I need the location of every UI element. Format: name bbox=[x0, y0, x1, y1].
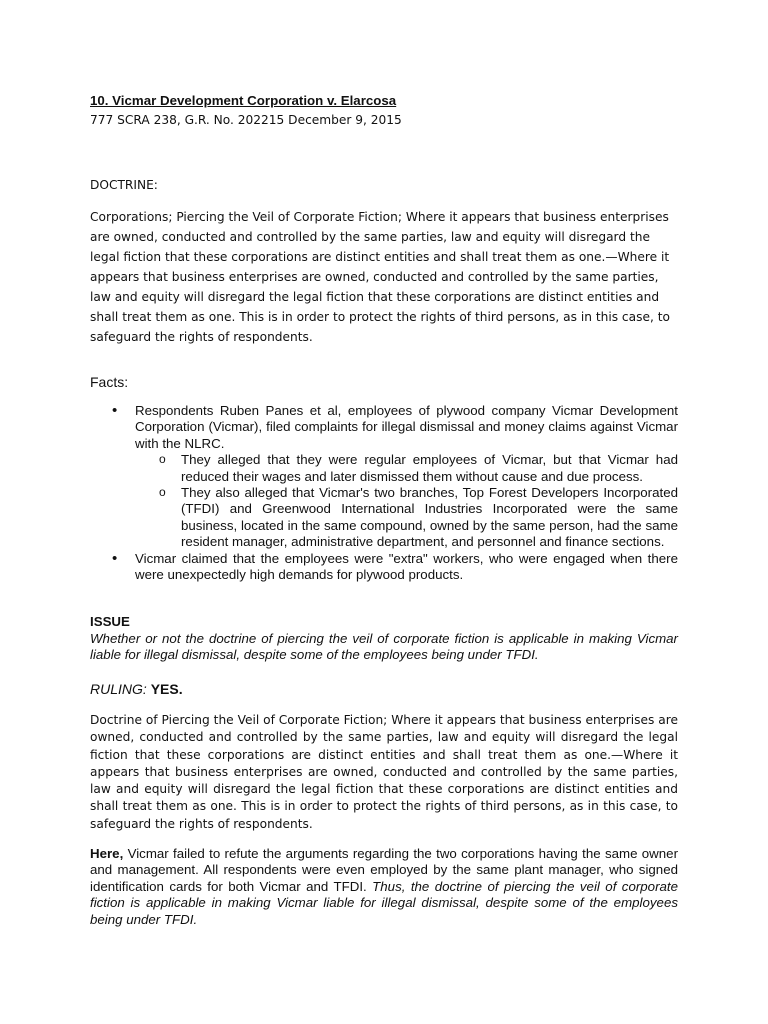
list-item bbox=[135, 452, 678, 485]
list-item bbox=[90, 551, 678, 584]
fact-sub-2: They also alleged that Vicmar's two branches, Top Forest Developers Incorporated (TFDI) and Greenwood International Industries Incorporated were the same business, located in the same compound, owned by the same person, had the same resident manager, administrative department, and personnel and finance sections. bbox=[181, 485, 678, 550]
issue-heading: ISSUE bbox=[90, 614, 130, 629]
list-item bbox=[135, 485, 678, 551]
ruling-label: RULING: bbox=[90, 681, 147, 697]
ruling-heading bbox=[90, 681, 183, 697]
ruling-application bbox=[90, 846, 678, 928]
facts-list bbox=[90, 403, 678, 583]
case-title: 10. Vicmar Development Corporation v. Elarcosa bbox=[90, 93, 397, 108]
fact-bullet-2: Vicmar claimed that the employees were "extra" workers, who were engaged when there were unexpectedly high demands for plywood products. bbox=[135, 550, 678, 583]
here-conclusion: Thus, the doctrine of piercing the veil of corporate fiction is applicable in making Vicmar liable for illegal dismissal, despite some of the employees being under TFDI. bbox=[90, 878, 678, 927]
issue-body: Whether or not the doctrine of piercing the veil of corporate fiction is applicable in making Vicmar liable for illegal dismissal, despite some of the employees being under TFDI. bbox=[90, 631, 678, 663]
doctrine-heading: DOCTRINE: bbox=[90, 178, 158, 192]
doctrine-body: Corporations; Piercing the Veil of Corporate Fiction; Where it appears that business enterprises are owned, conducted and controlled by the same parties, law and equity will disregard the legal fiction that these corporations are distinct entities and shall treat them as one.—Where it appears that business enterprises are owned, conducted and controlled by the same parties, law and equity will disregard the legal fiction that these corporations are distinct entities and shall treat them as one. This is in order to protect the rights of third persons, as in this case, to safeguard the rights of respondents. bbox=[90, 210, 670, 344]
case-citation: 777 SCRA 238, G.R. No. 202215 December 9, 2015 bbox=[90, 113, 402, 127]
fact-sub-1: They alleged that they were regular employees of Vicmar, but that Vicmar had reduced their wages and later dismissed them without cause and due process. bbox=[181, 452, 678, 484]
facts-heading: Facts: bbox=[90, 374, 129, 390]
here-lead: Here, bbox=[90, 846, 124, 861]
fact-sublist bbox=[135, 452, 678, 550]
here-body: Vicmar failed to refute the arguments regarding the two corporations having the same owner and management. All respondents were even employed by the same plant manager, who signed identification cards for both Vicmar and TFDI. bbox=[90, 846, 678, 894]
ruling-answer: YES. bbox=[150, 681, 183, 697]
list-item bbox=[90, 403, 678, 551]
ruling-body: Doctrine of Piercing the Veil of Corporate Fiction; Where it appears that business enterprises are owned, conducted and controlled by the same parties, law and equity will disregard the legal fiction that these corporations are distinct entities and shall treat them as one.—Where it appears that business enterprises are owned, conducted and controlled by the same parties, law and equity will disregard the legal fiction that these corporations are distinct entities and shall treat them as one. This is in order to protect the rights of third persons, as in this case, to safeguard the rights of respondents. bbox=[90, 713, 678, 831]
fact-bullet-1: Respondents Ruben Panes et al, employees of plywood company Vicmar Development Corporation (Vicmar), filed complaints for illegal dismissal and money claims against Vicmar with the NLRC. bbox=[135, 403, 678, 451]
